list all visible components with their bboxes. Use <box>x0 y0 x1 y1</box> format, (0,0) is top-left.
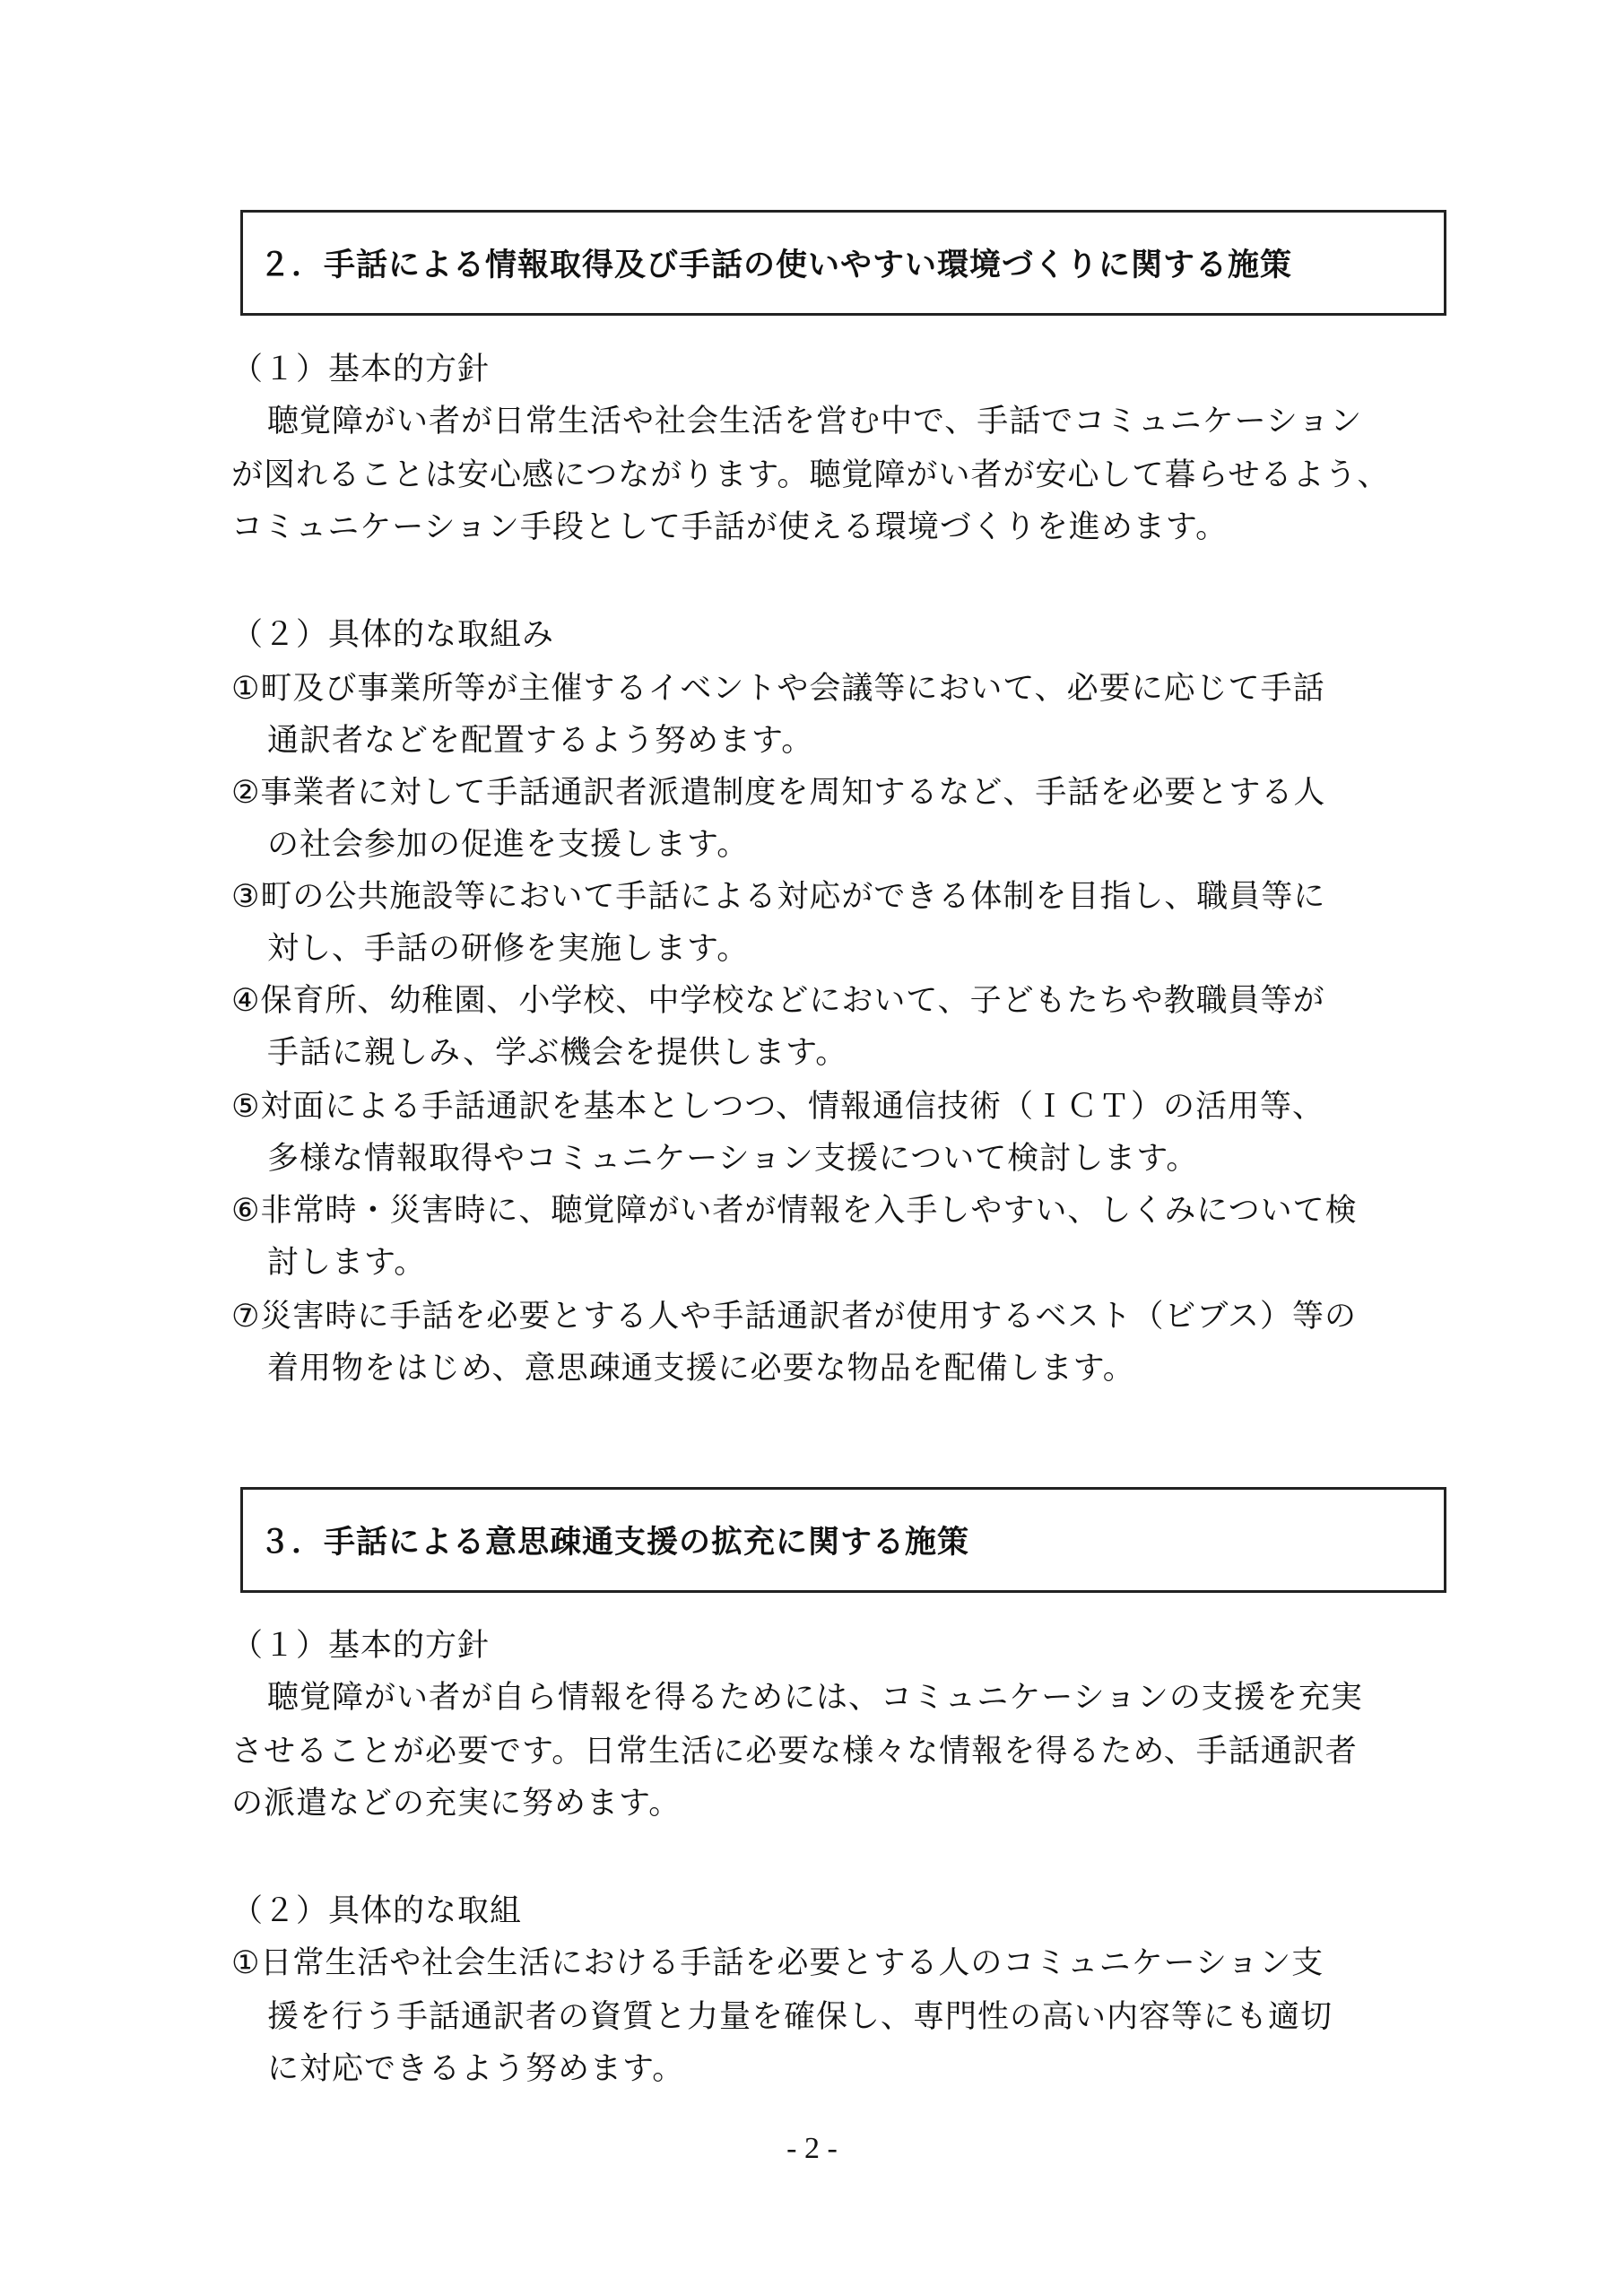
section-3-policy-line: 聴覚障がい者が自ら情報を得るためには、コミュニケーションの支援を充実 <box>267 1680 1363 1716</box>
section-2-item-1: ①町及び事業所等が主催するイベントや会議等において、必要に応じて手話 <box>231 671 1325 707</box>
section-2-heading: ２．手話による情報取得及び手話の使いやすい環境づくりに関する施策 <box>259 248 1293 283</box>
section-3-heading: ３．手話による意思疎通支援の拡充に関する施策 <box>259 1525 970 1561</box>
section-2-item-3-continuation: 対し、手話の研修を実施します。 <box>267 931 750 967</box>
section-2-item-6: ⑥非常時・災害時に、聴覚障がい者が情報を入手しやすい、しくみについて検 <box>231 1193 1358 1229</box>
section-2-item-5-continuation: 多様な情報取得やコミュニケーション支援について検討します。 <box>267 1141 1199 1177</box>
section-3-heading-box <box>240 1487 1446 1593</box>
section-2-policy-line: が図れることは安心感につながります。聴覚障がい者が安心して暮らせるよう、 <box>231 457 1390 493</box>
section-2-item-7-continuation: 着用物をはじめ、意思疎通支援に必要な物品を配備します。 <box>267 1351 1135 1387</box>
section-2-item-2: ②事業者に対して手話通訳者派遣制度を周知するなど、手話を必要とする人 <box>231 775 1326 811</box>
section-3-actions-heading: （２）具体的な取組 <box>231 1893 523 1929</box>
section-3-policy-line: の派遣などの充実に努めます。 <box>231 1786 682 1822</box>
section-2-item-2-continuation: の社会参加の促進を支援します。 <box>267 827 750 863</box>
section-2-heading-box <box>240 210 1446 316</box>
section-2-item-3: ③町の公共施設等において手話による対応ができる体制を目指し、職員等に <box>231 879 1326 915</box>
section-3-item-1-continuation: 援を行う手話通訳者の資質と力量を確保し、専門性の高い内容等にも適切 <box>267 1999 1333 2035</box>
section-2-item-6-continuation: 討します。 <box>267 1245 427 1281</box>
section-2-item-4-continuation: 手話に親しみ、学ぶ機会を提供します。 <box>267 1035 848 1071</box>
section-2-policy-line: 聴覚障がい者が日常生活や社会生活を営む中で、手話でコミュニケーション <box>267 404 1363 439</box>
section-2-policy-line: コミュニケーション手段として手話が使える環境づくりを進めます。 <box>231 509 1229 545</box>
section-2-item-7: ⑦災害時に手話を必要とする人や手話通訳者が使用するベスト（ビブス）等の <box>231 1299 1357 1335</box>
section-2-item-4: ④保育所、幼稚園、小学校、中学校などにおいて、子どもたちや教職員等が <box>231 983 1325 1019</box>
page-number: - 2 - <box>786 2132 838 2165</box>
section-2-item-5: ⑤対面による手話通訳を基本としつつ、情報通信技術（ＩＣＴ）の活用等、 <box>231 1089 1324 1125</box>
section-2-actions-heading: （２）具体的な取組み <box>231 617 555 653</box>
section-3-policy-heading: （１）基本的方針 <box>231 1628 491 1664</box>
section-2-item-1-continuation: 通訳者などを配置するよう努めます。 <box>267 723 814 759</box>
section-3-item-1: ①日常生活や社会生活における手話を必要とする人のコミュニケーション支 <box>231 1945 1324 1981</box>
section-2-policy-heading: （１）基本的方針 <box>231 352 491 387</box>
section-3-item-1-continuation: に対応できるよう努めます。 <box>267 2051 685 2087</box>
section-3-policy-line: させることが必要です。日常生活に必要な様々な情報を得るため、手話通訳者 <box>231 1734 1358 1770</box>
